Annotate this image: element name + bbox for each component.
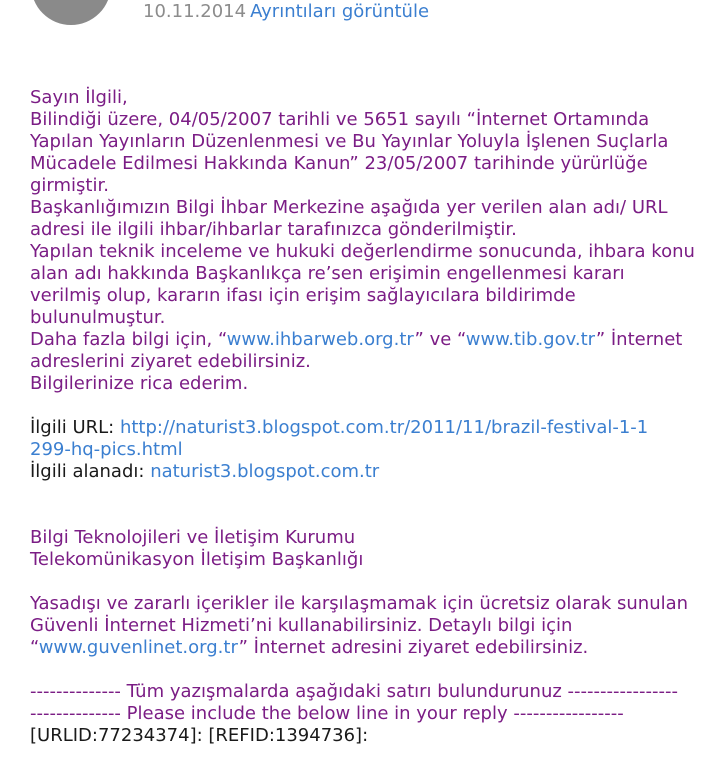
guvenlinet-link[interactable]: www.guvenlinet.org.tr — [38, 637, 239, 658]
safe-service-prefix: “ — [30, 637, 39, 658]
paragraph-3-line-3: verilmiş olup, kararın ifası için erişim sağlayıcılara bildirimde — [30, 285, 576, 306]
related-domain-link[interactable]: naturist3.blogspot.com.tr — [150, 461, 380, 482]
related-url-line — [30, 417, 700, 439]
more-info-suffix: ” İnternet — [595, 329, 683, 350]
closing: Bilgilerinize rica ederim. — [30, 373, 249, 394]
spacer — [30, 483, 700, 505]
avatar[interactable] — [31, 0, 111, 25]
related-url-link-cont[interactable]: 299-hq-pics.html — [30, 439, 183, 460]
paragraph-2-line-2: adresi ile ilgili ihbar/ihbarlar tarafınızca gönderilmiştir. — [30, 219, 517, 240]
paragraph-1-line-3: Mücadele Edilmesi Hakkında Kanun” 23/05/2007 tarihinde yürürlüğe — [30, 153, 648, 174]
spacer — [30, 659, 700, 681]
spacer — [30, 571, 700, 593]
reference-line: [URLID:77234374]: [REFID:1394736]: — [30, 725, 369, 746]
greeting: Sayın İlgili, — [30, 87, 128, 108]
paragraph-3-line-4: bulunulmuştur. — [30, 307, 166, 328]
safe-service-line-2: Güvenli İnternet Hizmeti’ni kullanabilirsiniz. Detaylı bilgi için — [30, 615, 573, 636]
safe-service-suffix: ” İnternet adresini ziyaret edebilirsiniz. — [238, 637, 589, 658]
ihbarweb-link[interactable]: www.ihbarweb.org.tr — [226, 329, 415, 350]
org-name: Bilgi Teknolojileri ve İletişim Kurumu — [30, 527, 356, 548]
message-date: 10.11.2014 — [143, 1, 247, 22]
dept-name: Telekomünikasyon İletişim Başkanlığı — [30, 549, 364, 570]
paragraph-2-line-1: Başkanlığımızın Bilgi İhbar Merkezine aşağıda yer verilen alan adı/ URL — [30, 197, 668, 218]
tib-link[interactable]: www.tib.gov.tr — [465, 329, 596, 350]
message-header — [0, 0, 718, 40]
spacer — [30, 395, 700, 417]
related-domain-label: İlgili alanadı: — [30, 461, 151, 482]
related-domain-line — [30, 461, 700, 483]
paragraph-1-line-2: Yapılan Yayınların Düzenlenmesi ve Bu Yayınlar Yoluyla İşlenen Suçlarla — [30, 131, 669, 152]
more-info-line-2: adreslerini ziyaret edebilirsiniz. — [30, 351, 311, 372]
paragraph-3-line-2: alan adı hakkında Başkanlıkça re’sen erişimin engellenmesi kararı — [30, 263, 625, 284]
message-meta — [143, 1, 429, 23]
paragraph-3-line-1: Yapılan teknik inceleme ve hukuki değerlendirme sonucunda, ihbara konu — [30, 241, 695, 262]
view-details-link[interactable]: Ayrıntıları görüntüle — [250, 1, 430, 22]
related-url-label: İlgili URL: — [30, 417, 120, 438]
reply-instruction-tr: -------------- Tüm yazışmalarda aşağıdaki satırı bulundurunuz ----------------- — [30, 681, 678, 702]
more-info-line — [30, 329, 700, 351]
related-url-line-2 — [30, 439, 700, 461]
spacer — [30, 505, 700, 527]
paragraph-1-line-1: Bilindiği üzere, 04/05/2007 tarihli ve 5651 sayılı “İnternet Ortamında — [30, 109, 650, 130]
safe-service-line-1: Yasadışı ve zararlı içerikler ile karşılaşmamak için ücretsiz olarak sunulan — [30, 593, 689, 614]
related-url-link[interactable]: http://naturist3.blogspot.com.tr/2011/11/brazil-festival-1-1 — [119, 417, 649, 438]
paragraph-1-line-4: girmiştir. — [30, 175, 109, 196]
more-info-middle: ” ve “ — [414, 329, 466, 350]
message-body — [30, 87, 700, 747]
more-info-prefix: Daha fazla bilgi için, “ — [30, 329, 227, 350]
safe-service-line-3 — [30, 637, 700, 659]
reply-instruction-en: -------------- Please include the below line in your reply ----------------- — [30, 703, 624, 724]
